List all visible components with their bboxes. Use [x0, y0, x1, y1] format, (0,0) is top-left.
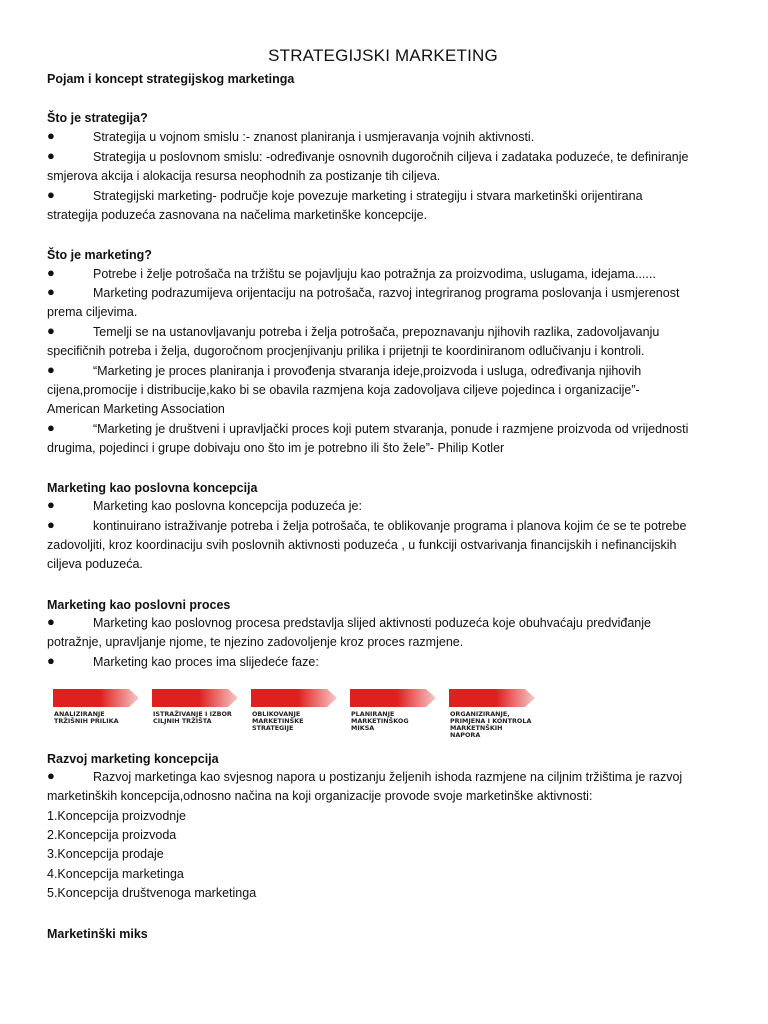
- bullet-text-continuation: marketinških koncepcija,odnosno načina na koji organizacije provode svoje marketinške aktivnosti:: [47, 789, 593, 803]
- bullet-icon: ●: [47, 653, 55, 668]
- bullet-text-continuation: ciljeva poduzeća.: [47, 557, 143, 571]
- section-heading-koncepcija: Marketing kao poslovna koncepcija: [47, 481, 258, 495]
- arrow-icon: [449, 688, 537, 708]
- bullet-text-continuation: American Marketing Association: [47, 402, 225, 416]
- bullet-text-continuation: specifičnih potreba i želja, dugoročnom procjenjivanju prilika i prijetnji te koordiniranom odlučivanju i kontroli.: [47, 344, 645, 358]
- arrow-icon: [251, 688, 339, 708]
- bullet-icon: ●: [47, 187, 55, 202]
- process-step-label: PLANIRANJE MARKETINŠKOG MIKSA: [351, 710, 409, 732]
- section-heading-marketing: Što je marketing?: [47, 248, 152, 262]
- bullet-icon: ●: [47, 768, 55, 783]
- section-heading-razvoj: Razvoj marketing koncepcija: [47, 752, 219, 766]
- bullet-icon: ●: [47, 323, 55, 338]
- bullet-icon: ●: [47, 614, 55, 629]
- bullet-text-continuation: cijena,promocije i distribucije,kako bi se obavila razmjena koja zadovoljava ciljeve pojedinca i organizacije”-: [47, 383, 640, 397]
- bullet-text: Marketing kao poslovnog procesa predstavlja slijed aktivnosti poduzeća koje obuhvaćaju predviđanje: [93, 616, 651, 630]
- section-heading-miks: Marketinški miks: [47, 927, 148, 941]
- process-step-5: [449, 688, 537, 744]
- bullet-text: Razvoj marketinga kao svjesnog napora u postizanju željenih ishoda razmjene na ciljnim tržištima je razvoj: [93, 770, 683, 784]
- bullet-text: Marketing kao proces ima slijedeće faze:: [93, 655, 319, 669]
- process-step-2: [152, 688, 240, 744]
- bullet-text-continuation: smjerova akcija i alokacija resursa neophodnih za postizanje tih ciljeva.: [47, 169, 441, 183]
- section-heading-proces: Marketing kao poslovni proces: [47, 598, 231, 612]
- bullet-text-continuation: prema ciljevima.: [47, 305, 138, 319]
- arrow-icon: [53, 688, 141, 708]
- bullet-text: Potrebe i želje potrošača na tržištu se pojavljuju kao potražnja za proizvodima, uslugama, idejama......: [93, 267, 656, 281]
- process-step-1: [53, 688, 141, 744]
- bullet-icon: ●: [47, 497, 55, 512]
- bullet-icon: ●: [47, 362, 55, 377]
- bullet-text: Strategija u vojnom smislu :- znanost planiranja i usmjeravanja vojnih aktivnosti.: [93, 130, 535, 144]
- bullet-text: Strategija u poslovnom smislu: -određivanje osnovnih dugoročnih ciljeva i zadataka poduzeće, te definiranje: [93, 150, 689, 164]
- document-subtitle: Pojam i koncept strategijskog marketinga: [47, 72, 295, 86]
- numbered-item: 1.Koncepcija proizvodnje: [47, 809, 186, 823]
- bullet-text-continuation: zadovoljiti, kroz koordinaciju svih poslovnih aktivnosti poduzeća , u funkciji ostvarivanja financijskih i nefinancijskih: [47, 538, 677, 552]
- numbered-item: 3.Koncepcija prodaje: [47, 847, 164, 861]
- document-title: STRATEGIJSKI MARKETING: [268, 46, 498, 65]
- bullet-icon: ●: [47, 420, 55, 435]
- bullet-text-continuation: drugima, pojedinci i grupe dobivaju ono što im je potrebno ili što žele”- Philip Kotler: [47, 441, 505, 455]
- process-step-4: [350, 688, 438, 744]
- bullet-text: “Marketing je proces planiranja i provođenja stvaranja ideje,proizvoda i usluga, određivanja njihovih: [93, 364, 642, 378]
- arrow-icon: [152, 688, 240, 708]
- bullet-icon: ●: [47, 517, 55, 532]
- marketing-process-diagram: [53, 688, 613, 744]
- bullet-text: Temelji se na ustanovljavanju potreba i želja potrošača, prepoznavanju njihovih razlika, zadovoljavanju: [93, 325, 660, 339]
- bullet-text-continuation: potražnje, upravljanje njome, te njezino zadovoljenje kroz proces razmjene.: [47, 635, 464, 649]
- bullet-icon: ●: [47, 148, 55, 163]
- bullet-text: “Marketing je društveni i upravljački proces koji putem stvaranja, ponude i razmjene proizvoda od vrijednosti: [93, 422, 689, 436]
- bullet-text: kontinuirano istraživanje potreba i želja potrošača, te oblikovanje programa i planova kojim će se te potrebe: [93, 519, 687, 533]
- numbered-item: 5.Koncepcija društvenoga marketinga: [47, 886, 257, 900]
- bullet-icon: ●: [47, 284, 55, 299]
- numbered-item: 2.Koncepcija proizvoda: [47, 828, 177, 842]
- process-step-label: OBLIKOVANJE MARKETINŠKE STRATEGIJE: [252, 710, 304, 732]
- process-step-label: ORGANIZIRANJE, PRIMJENA I KONTROLA MARKETNŠKIH NAPORA: [450, 710, 532, 739]
- bullet-text: Marketing podrazumijeva orijentaciju na potrošača, razvoj integriranog programa poslovanja i usmjerenost: [93, 286, 680, 300]
- bullet-icon: ●: [47, 265, 55, 280]
- bullet-icon: ●: [47, 128, 55, 143]
- numbered-item: 4.Koncepcija marketinga: [47, 867, 184, 881]
- bullet-text: Strategijski marketing- područje koje povezuje marketing i strategiju i stvara marketinški orijentirana: [93, 189, 643, 203]
- process-step-label: ISTRAŽIVANJE I IZBOR CILJNIH TRŽIŠTA: [153, 710, 232, 725]
- bullet-text-continuation: strategija poduzeća zasnovana na načelima marketinške koncepcije.: [47, 208, 428, 222]
- arrow-icon: [350, 688, 438, 708]
- section-heading-strategija: Što je strategija?: [47, 111, 148, 125]
- process-step-3: [251, 688, 339, 744]
- bullet-text: Marketing kao poslovna koncepcija poduzeća je:: [93, 499, 362, 513]
- process-step-label: ANALIZIRANJE TRŽIŠNIH PRILIKA: [54, 710, 119, 725]
